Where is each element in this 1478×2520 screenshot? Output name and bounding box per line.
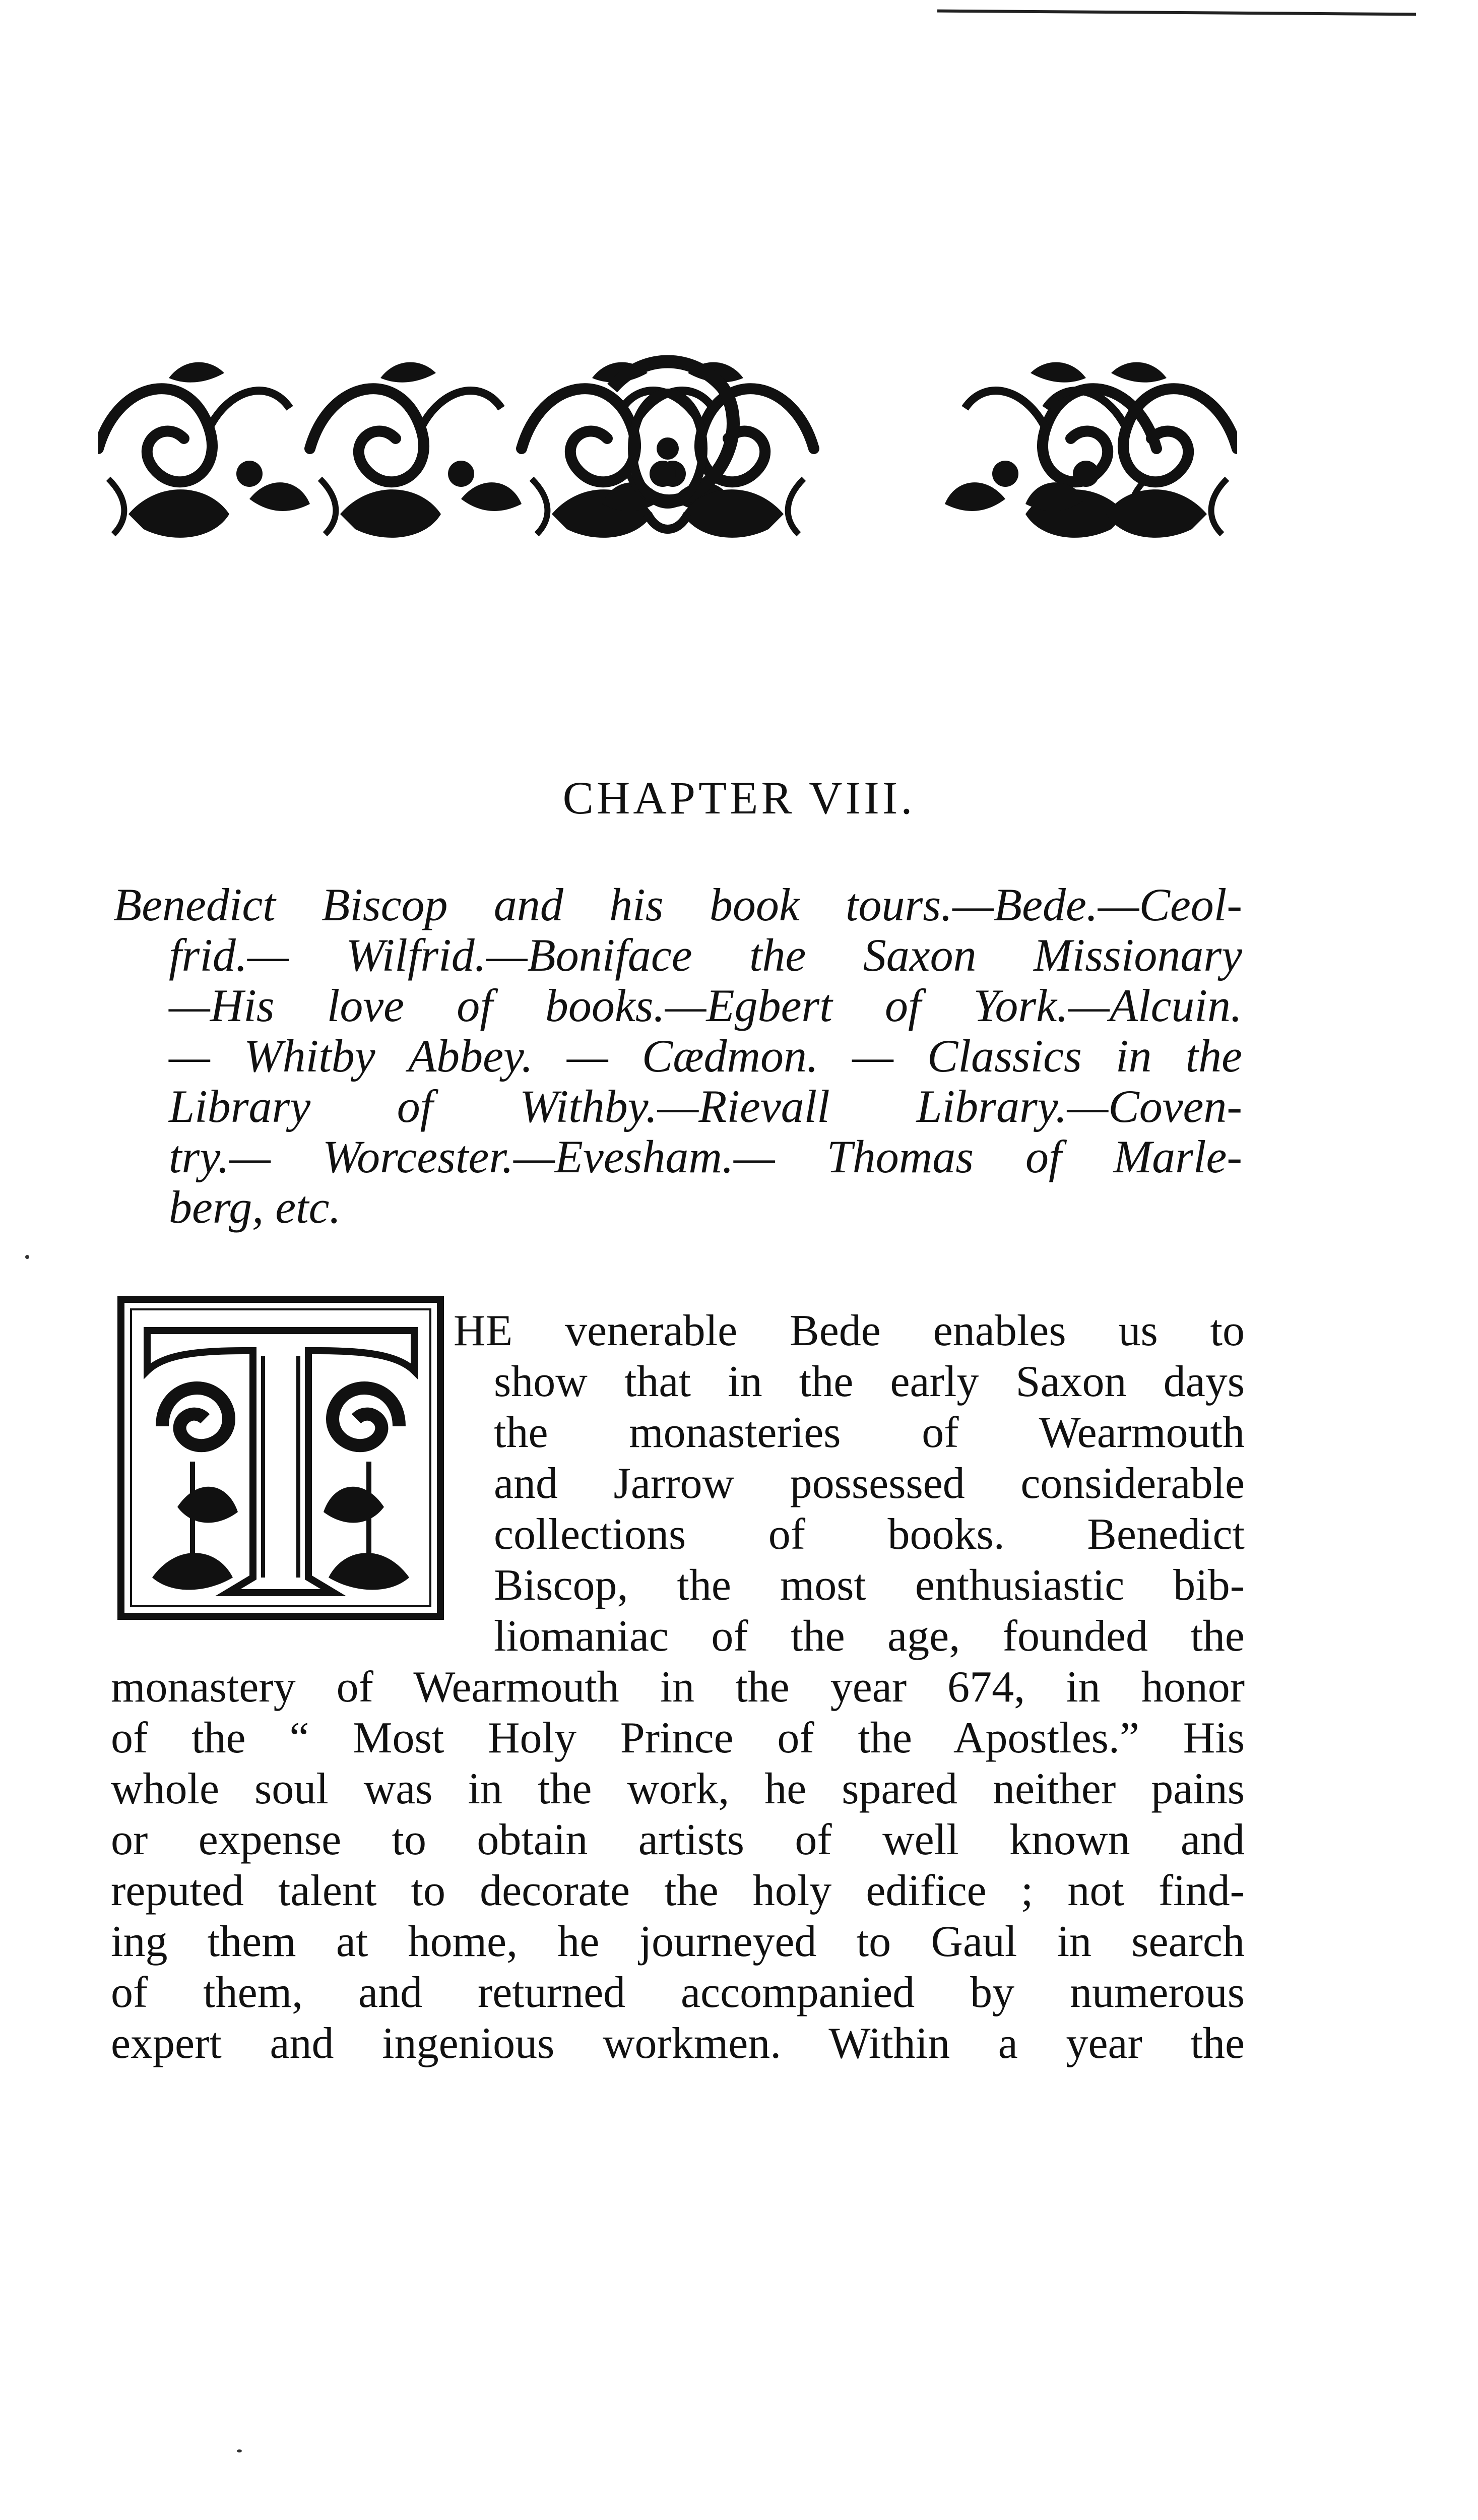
body-line: of them, and returned accompanied by numerous (111, 1968, 1245, 2017)
body-line: expert and ingenious workmen. Within a year the (111, 2019, 1245, 2068)
body-line: of the “ Most Holy Prince of the Apostles.” His (111, 1714, 1245, 1762)
body-line: or expense to obtain artists of well known and (111, 1815, 1245, 1864)
body-line: ing them at home, he journeyed to Gaul in search (111, 1917, 1245, 1966)
ink-speck (237, 2449, 242, 2452)
body-line: Biscop, the most enthusiastic bib- (494, 1561, 1245, 1610)
body-line: show that in the early Saxon days (494, 1357, 1245, 1406)
floral-ornament-icon (98, 348, 1237, 549)
synopsis-line: Library of Withby.—Rievall Library.—Coven- (169, 1081, 1242, 1132)
body-line: whole soul was in the work, he spared neither pains (111, 1765, 1245, 1813)
synopsis-line: frid.— Wilfrid.—Boniface the Saxon Missionary (169, 929, 1242, 981)
synopsis-line: Benedict Biscop and his book tours.—Bede.—Ceol- (113, 879, 1242, 930)
synopsis-line: try.— Worcester.—Evesham.— Thomas of Marle- (169, 1131, 1242, 1182)
body-line: collections of books. Benedict (494, 1510, 1245, 1559)
synopsis-line: —His love of books.—Egbert of York.—Alcuin. (169, 980, 1242, 1031)
chapter-title: CHAPTER VIII. (562, 772, 916, 824)
top-rule (937, 10, 1416, 16)
body-line: and Jarrow possessed considerable (494, 1459, 1245, 1508)
synopsis-line: berg, etc. (169, 1181, 341, 1233)
body-paragraph (111, 1305, 1245, 2069)
ink-speck (25, 1255, 29, 1259)
synopsis-line: — Whitby Abbey. — Cædmon. — Classics in the (169, 1030, 1242, 1082)
body-line: reputed talent to decorate the holy edifice ; not find- (111, 1866, 1245, 1915)
body-line: HE venerable Bede enables us to (454, 1306, 1245, 1355)
body-line: liomaniac of the age, founded the (494, 1612, 1245, 1661)
body-line: the monasteries of Wearmouth (494, 1408, 1245, 1457)
body-line: monastery of Wearmouth in the year 674, in honor (111, 1663, 1245, 1712)
chapter-synopsis (113, 879, 1242, 1232)
